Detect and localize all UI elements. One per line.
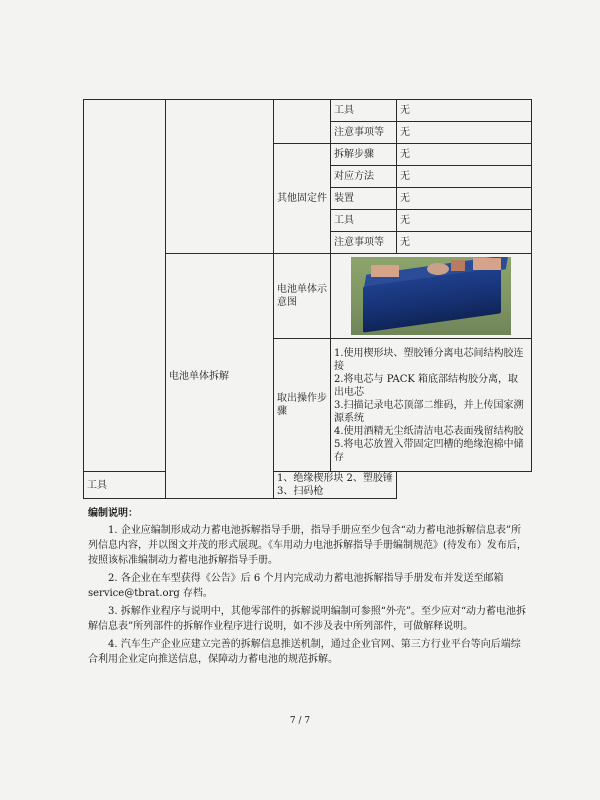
step-item: 3.扫描记录电芯顶部二维码，并上传国家溯源系统 xyxy=(334,399,524,424)
row-value: 无 xyxy=(397,188,532,210)
diagram-cell xyxy=(331,254,532,339)
blank-column-cell xyxy=(84,100,166,472)
row-label: 对应方法 xyxy=(331,166,397,188)
operation-steps xyxy=(331,339,532,472)
row-value: 无 xyxy=(397,144,532,166)
notes-paragraph: 1. 企业应编制形成动力蓄电池拆解指导手册，指导手册应至少包含“动力蓄电池拆解信息表”所列信息内容，并以图文并茂的形式展现。《车用动力电池拆解指导手册编制规范》(待发布）发布后，按照该标准编制动力蓄电池拆解指导手册。 xyxy=(88,525,527,566)
battery-cell-photo xyxy=(351,257,511,335)
table-row xyxy=(84,472,532,499)
tools-value: 1、绝缘楔形块 2、塑胶锤 3、扫码枪 xyxy=(274,472,397,499)
blank-section-cell xyxy=(166,100,274,254)
row-value: 无 xyxy=(397,210,532,232)
row-value: 无 xyxy=(397,122,532,144)
cell-disassembly-title: 电池单体拆解 xyxy=(166,254,274,499)
notes-paragraph: 2. 各企业在车型获得《公告》后 6 个月内完成动力蓄电池拆解指导手册发布并发送至邮箱 service@tbrat.org 存档。 xyxy=(88,573,504,599)
step-item: 4.使用酒精无尘纸清洁电芯表面残留结构胶 xyxy=(334,425,524,437)
row-label: 注意事项等 xyxy=(331,122,397,144)
step-item: 1.使用楔形块、塑胶锤分离电芯间结构胶连接 xyxy=(334,347,524,372)
notes-paragraph: 3. 拆解作业程序与说明中，其他零部件的拆解说明编制可参照“外壳”。至少应对“动力蓄电池拆解信息表”所列部件的拆解作业程序进行说明，如不涉及表中所列部件，可做解释说明。 xyxy=(88,606,527,632)
row-value: 无 xyxy=(397,232,532,254)
table-row xyxy=(84,100,532,122)
battery-terminal xyxy=(371,265,399,277)
row-label: 工具 xyxy=(331,210,397,232)
diagram-label: 电池单体示意图 xyxy=(274,254,331,339)
step-item: 5.将电芯放置入带固定凹槽的绝缘泡棉中储存 xyxy=(334,438,524,463)
operation-label: 取出操作步骤 xyxy=(274,339,331,472)
blank-subsection-cell xyxy=(274,100,331,144)
notes-paragraph: 4. 汽车生产企业应建立完善的拆解信息推送机制，通过企业官网、第三方行业平台等向后端综合利用企业定向推送信息，保障动力蓄电池的规范拆解。 xyxy=(88,639,521,665)
row-value: 无 xyxy=(397,166,532,188)
page-number: 7 / 7 xyxy=(289,716,311,726)
disassembly-info-table xyxy=(83,99,532,499)
notes-heading: 编制说明： xyxy=(88,508,138,519)
row-label: 工具 xyxy=(331,100,397,122)
row-label: 拆解步骤 xyxy=(331,144,397,166)
other-fixed-title: 其他固定件 xyxy=(274,144,331,254)
battery-vent xyxy=(427,263,449,275)
compilation-notes xyxy=(88,506,528,670)
battery-terminal xyxy=(473,258,501,270)
row-label: 注意事项等 xyxy=(331,232,397,254)
step-item: 2.将电芯与 PACK 箱底部结构胶分离，取出电芯 xyxy=(334,373,519,398)
tools-label: 工具 xyxy=(84,472,166,499)
row-value: 无 xyxy=(397,100,532,122)
row-label: 装置 xyxy=(331,188,397,210)
